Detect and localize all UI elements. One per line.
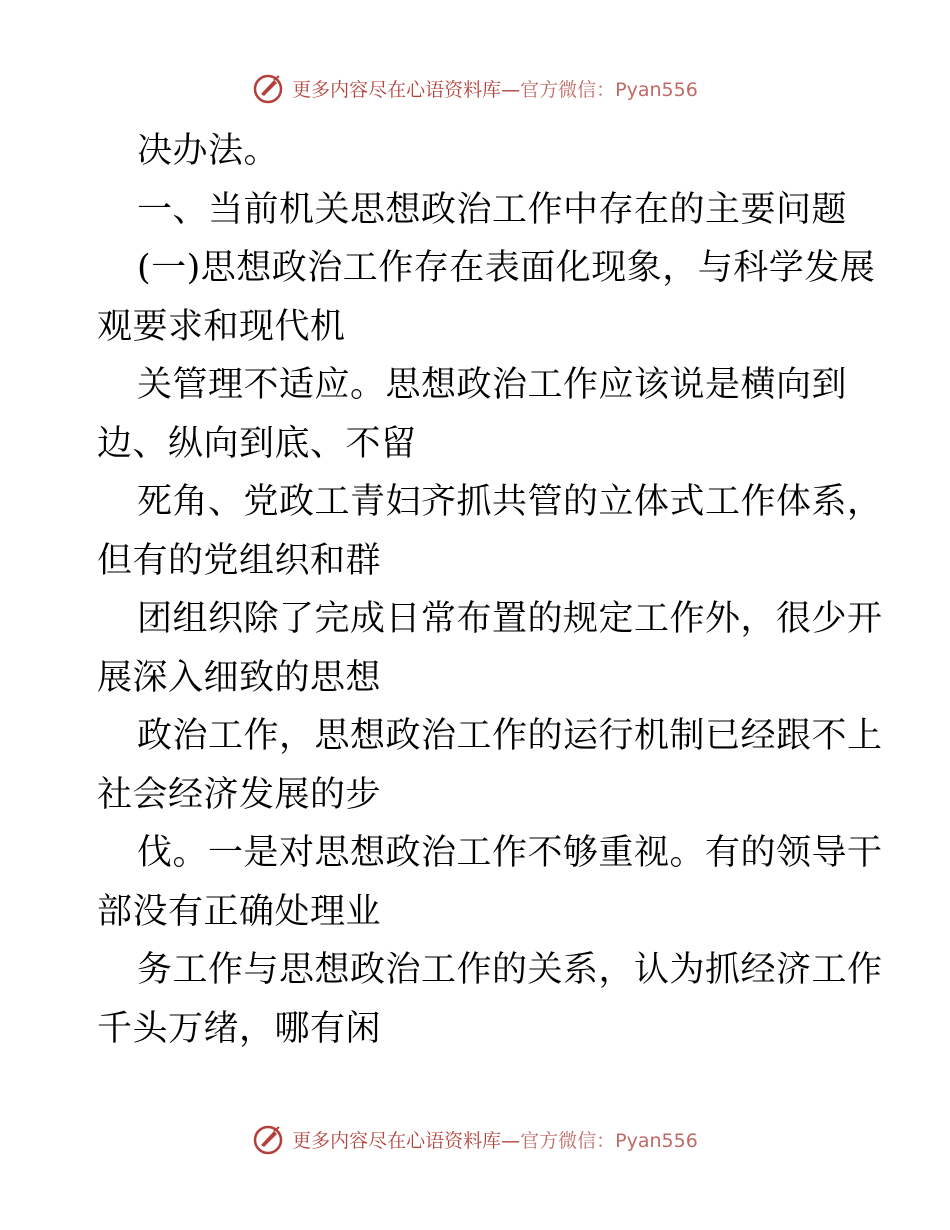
text-line: 部没有正确处理业 [97, 891, 382, 932]
text-line: 边、纵向到底、不留 [97, 423, 417, 464]
text-line: 社会经济发展的步 [97, 774, 382, 815]
text-line: 决办法。 [137, 131, 280, 171]
text-line: 但有的党组织和群 [97, 540, 382, 581]
text-line: 千头万绪，哪有闲 [97, 1008, 382, 1049]
banner-separator: — [501, 1129, 521, 1152]
text-line: 团组织除了完成日常布置的规定工作外，很少开 [137, 599, 883, 639]
text-line: 关管理不适应。思想政治工作应该说是横向到 [137, 365, 848, 405]
text-line: 展深入细致的思想 [97, 657, 382, 698]
header-banner [0, 72, 950, 104]
subsection-heading: (一)思想政治工作存在表面化现象，与科学发展 [137, 248, 876, 288]
text-line: 死角、党政工青妇齐抓共管的立体式工作体系， [137, 482, 883, 522]
text-line: 务工作与思想政治工作的关系，认为抓经济工作 [137, 950, 883, 990]
banner-wechat: 官方微信：Pyan556 [520, 78, 698, 101]
section-heading: 一、当前机关思想政治工作中存在的主要问题 [137, 189, 848, 230]
banner-site-text: 更多内容尽在心语资料库 [292, 1129, 502, 1152]
text-line: 伐。一是对思想政治工作不够重视。有的领导干 [137, 833, 883, 873]
text-line: 政治工作，思想政治工作的运行机制已经跟不上 [137, 716, 883, 756]
text-line: 观要求和现代机 [97, 306, 346, 347]
feather-pen-logo-icon [252, 1123, 284, 1155]
document-body [97, 122, 883, 1058]
banner-site-text: 更多内容尽在心语资料库 [292, 78, 502, 101]
banner-wechat: 官方微信：Pyan556 [520, 1129, 698, 1152]
footer-banner [0, 1123, 950, 1155]
feather-pen-logo-icon [252, 72, 284, 104]
banner-separator: — [501, 78, 521, 101]
